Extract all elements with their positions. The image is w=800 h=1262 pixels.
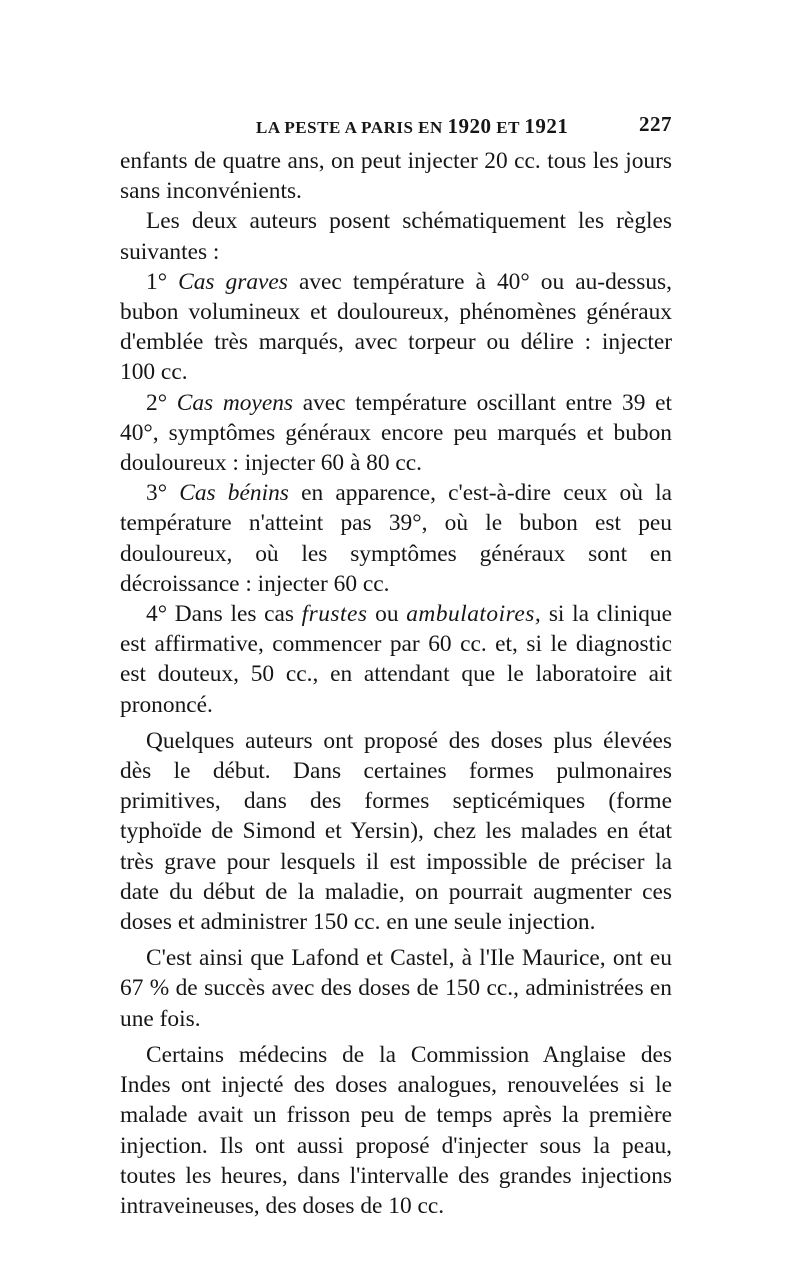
document-page bbox=[120, 112, 672, 1221]
rule-benign-cases: 3° Cas bénins en apparence, c'est-à-dire ceux où la température n'atteint pas 39°, où le bubon est peu douloureux, où les symptômes généraux sont en décroissance : injecter 60 cc. bbox=[120, 480, 672, 597]
page-number: 227 bbox=[639, 112, 672, 136]
paragraph-continuation: enfants de quatre ans, on peut injecter 20 cc. tous les jours sans inconvénients. bbox=[120, 148, 672, 205]
rule-heading-severe: Cas graves bbox=[178, 268, 288, 295]
rule-moderate-cases: 2° Cas moyens avec température oscillant entre 39 et 40°, symptômes généraux encore peu marqués et bubon douloureux : injecter 60 à 80 cc. bbox=[120, 389, 672, 477]
rule-heading-benign: Cas bénins bbox=[179, 480, 289, 507]
year-1920: 1920 bbox=[447, 114, 492, 138]
paragraph-lafond-castel: C'est ainsi que Lafond et Castel, à l'Ile Maurice, ont eu 67 % de succès avec des doses de 150 cc., administrées en une fois. bbox=[120, 945, 672, 1032]
running-header bbox=[120, 112, 672, 146]
term-ambulatoires: ambulatoires, bbox=[406, 601, 542, 628]
rule-mild-cases: 4° Dans les cas frustes ou ambulatoires, si la clinique est affirmative, commencer par 60 cc. et, si le diagnostic est douteux, 50 cc., en attendant que le laboratoire ait prononcé. bbox=[120, 601, 672, 718]
body-text bbox=[120, 146, 672, 1221]
rule-heading-moderate: Cas moyens bbox=[176, 389, 293, 416]
paragraph-commission-anglaise: Certains médecins de la Commission Anglaise des Indes ont injecté des doses analogues, renouvelées si le malade avait un frisson peu de temps après la première injection. Ils ont aussi proposé d'injecter sous la peau, toutes les heures, dans l'intervalle des grandes injections intraveineuses, des doses de 10 cc. bbox=[120, 1041, 672, 1219]
year-1921: 1921 bbox=[524, 114, 569, 138]
paragraph-higher-doses: Quelques auteurs ont proposé des doses plus élevées dès le début. Dans certaines formes pulmonaires primitives, dans des formes septicémiques (forme typhoïde de Simond et Yersin), chez les malades en état très grave pour lesquels il est impossible de préciser la date du début de la maladie, on pourrait augmenter ces doses et administrer 150 cc. en une seule injection. bbox=[120, 727, 672, 936]
paragraph-rules-intro: Les deux auteurs posent schématiquement les règles suivantes : bbox=[120, 208, 672, 265]
running-title: LA PESTE A PARIS EN 1920 ET 1921 bbox=[256, 114, 569, 138]
term-frustes: frustes bbox=[301, 601, 368, 628]
rule-severe-cases: 1° Cas graves avec température à 40° ou au-dessus, bubon volumineux et douloureux, phénomènes généraux d'emblée très marqués, avec torpeur ou délire : injecter 100 cc. bbox=[120, 268, 672, 386]
